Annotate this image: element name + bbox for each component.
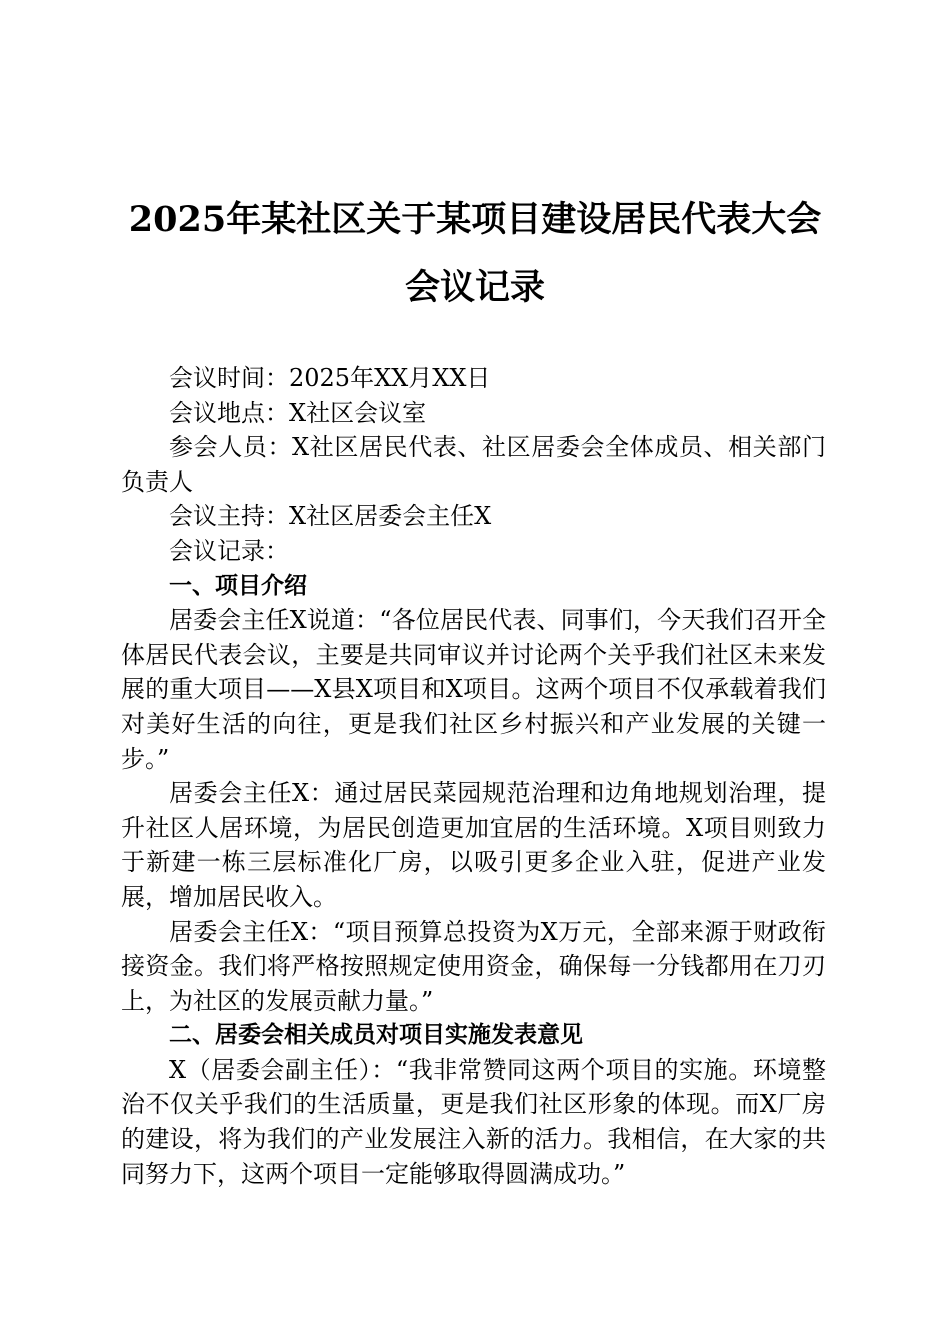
document-title-line-2: 会议记录 [404,267,545,308]
document-title-line-1: 2025年某社区关于某项目建设居民代表大会 [128,199,822,240]
meeting-place: 会议地点：X社区会议室 [169,398,427,427]
section1-paragraph-3: 居委会主任X：“项目预算总投资为X万元，全部来源于财政衔接资金。我们将严格按照规定使用资金，确保每一分钱都用在刀刃上，为社区的发展贡献力量。” [121,917,826,1015]
section-heading-project-intro: 一、项目介绍 [169,572,307,599]
meeting-record-label: 会议记录： [169,536,289,565]
section1-paragraph-1: 居委会主任X说道：“各位居民代表、同事们，今天我们召开全体居民代表会议，主要是共同审议并讨论两个关乎我们社区未来发展的重大项目——X县X项目和X项目。这两个项目不仅承载着我们对美好生活的向往，更是我们社区乡村振兴和产业发展的关键一步。” [121,606,826,773]
meeting-attendees: 参会人员：X社区居民代表、社区居委会全体成员、相关部门负责人 [121,433,826,496]
section1-paragraph-2: 居委会主任X：通过居民菜园规范治理和边角地规划治理，提升社区人居环境，为居民创造更加宜居的生活环境。X项目则致力于新建一栋三层标准化厂房，以吸引更多企业入驻，促进产业发展，增加居民收入。 [121,779,826,911]
document-body [121,361,826,1191]
section2-paragraph-1: X（居委会副主任）：“我非常赞同这两个项目的实施。环境整治不仅关乎我们的生活质量，更是我们社区形象的体现。而X厂房的建设，将为我们的产业发展注入新的活力。我相信，在大家的共同努力下，这两个项目一定能够取得圆满成功。” [121,1055,826,1188]
meeting-time: 会议时间：2025年XX月XX日 [169,364,491,392]
meeting-host: 会议主持：X社区居委会主任X [169,502,492,531]
section-heading-member-opinions: 二、居委会相关成员对项目实施发表意见 [169,1022,583,1049]
